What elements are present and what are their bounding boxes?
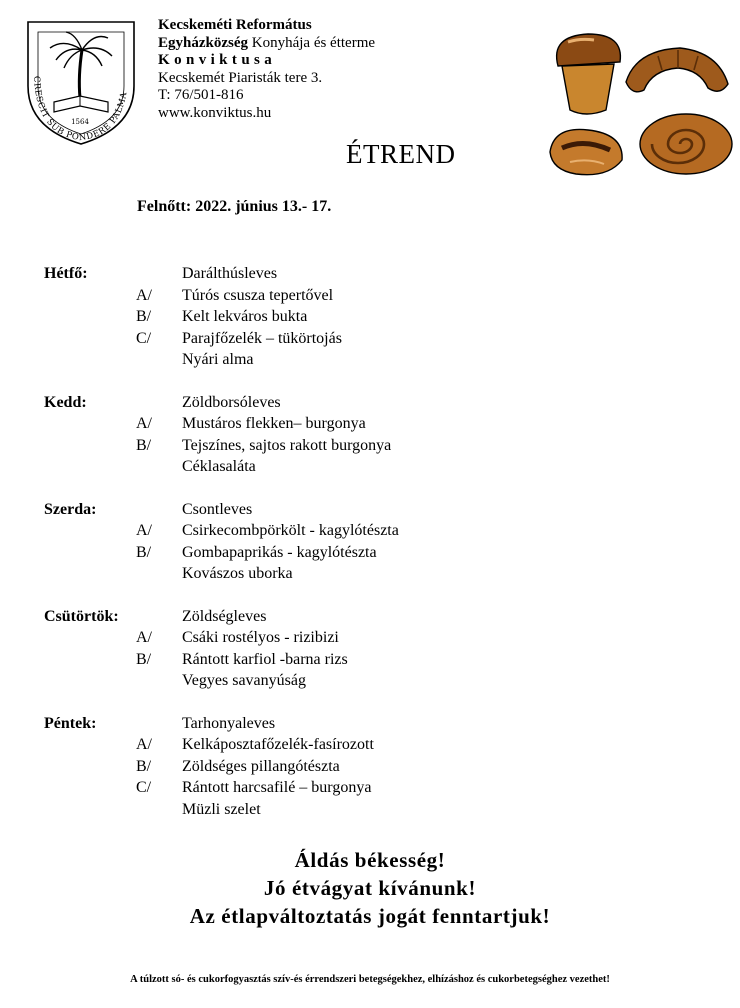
cinnamon-roll-icon <box>640 114 732 174</box>
day-name: Csütörtök: <box>44 607 119 625</box>
menu-row <box>0 306 740 328</box>
dish-name: Csirkecombpörkölt - kagylótészta <box>182 522 399 539</box>
menu-row <box>0 606 740 628</box>
menu-row <box>0 456 740 478</box>
org-konviktus: Konviktusa <box>158 52 277 69</box>
menu-row <box>0 649 740 671</box>
seal-motto: CRESCIT SUB PONDERE PALMA <box>30 75 130 144</box>
dish-name: Kelkáposztafőzelék-fasírozott <box>182 736 374 753</box>
dish-name: Túrós csusza tepertővel <box>182 286 334 304</box>
dish-name: Darálthúsleves <box>182 265 278 282</box>
chocolate-croissant-icon <box>550 129 622 174</box>
day-name: Kedd: <box>44 393 87 411</box>
menu-row <box>0 734 740 756</box>
menu-option-letter: B/ <box>136 436 152 454</box>
closing-message <box>0 846 740 930</box>
menu-option-letter: A/ <box>136 286 152 304</box>
closing-line-2: Jó étvágyat kívánunk! <box>263 876 477 900</box>
dish-name: Parajfőzelék – tükörtojás <box>182 329 342 347</box>
menu-option-letter: A/ <box>136 415 152 432</box>
dish-name: Rántott harcsafilé – burgonya <box>182 779 372 796</box>
org-subtitle-rest: Konyhája és étterme <box>248 34 376 51</box>
menu-row <box>0 520 740 542</box>
menu-row <box>0 563 740 585</box>
dish-name: Céklasaláta <box>182 458 256 475</box>
org-subtitle-bold: Egyházközség <box>158 34 248 51</box>
menu-row <box>0 263 740 285</box>
day-name: Hétfő: <box>44 265 88 282</box>
menu-row <box>0 777 740 799</box>
weekly-menu <box>0 263 740 841</box>
menu-row <box>0 435 740 457</box>
menu-option-letter: B/ <box>136 757 152 775</box>
dish-name: Zöldségleves <box>182 607 267 625</box>
menu-option-letter: B/ <box>136 543 152 561</box>
menu-option-letter: B/ <box>136 308 152 325</box>
day-block <box>0 499 740 585</box>
menu-row <box>0 328 740 350</box>
menu-option-letter: A/ <box>136 522 152 539</box>
menu-option-letter: A/ <box>136 629 152 646</box>
org-phone: T: 76/501-816 <box>158 87 244 104</box>
header-contact-block <box>158 17 375 123</box>
dish-name: Zöldborsóleves <box>182 393 281 411</box>
dish-name: Kovászos uborka <box>182 565 293 582</box>
dish-name: Kelt lekváros bukta <box>182 308 308 325</box>
dish-name: Tarhonyaleves <box>182 714 276 732</box>
day-name: Szerda: <box>44 500 97 518</box>
page-title: ÉTREND <box>346 139 456 169</box>
closing-line-1: Áldás békesség! <box>294 848 446 872</box>
dish-name: Rántott karfiol -barna rizs <box>182 650 348 668</box>
church-seal-logo <box>20 16 142 148</box>
muffin-icon <box>557 34 621 114</box>
dish-name: Gombapaprikás - kagylótészta <box>182 543 377 561</box>
org-subtitle <box>158 35 375 53</box>
dish-name: Nyári alma <box>182 351 254 368</box>
menu-row <box>0 799 740 821</box>
menu-period: Felnőtt: 2022. június 13.- 17. <box>137 198 332 215</box>
dish-name: Mustáros flekken– burgonya <box>182 415 366 432</box>
menu-option-letter: A/ <box>136 736 152 753</box>
day-name: Péntek: <box>44 714 97 732</box>
org-website: www.konviktus.hu <box>158 104 272 121</box>
dish-name: Csontleves <box>182 500 253 518</box>
menu-option-letter: B/ <box>136 650 152 668</box>
dish-name: Zöldséges pillangótészta <box>182 757 340 775</box>
dish-name: Tejszínes, sajtos rakott burgonya <box>182 436 392 454</box>
dish-name: Csáki rostélyos - rizibizi <box>182 629 339 646</box>
menu-option-letter: C/ <box>136 779 152 796</box>
menu-row <box>0 713 740 735</box>
croissant-icon <box>626 48 728 92</box>
menu-row <box>0 349 740 371</box>
menu-row <box>0 627 740 649</box>
menu-row <box>0 413 740 435</box>
day-block <box>0 713 740 821</box>
day-block <box>0 392 740 478</box>
day-block <box>0 263 740 371</box>
dish-name: Müzli szelet <box>182 800 261 818</box>
menu-row <box>0 392 740 414</box>
health-warning-footer: A túlzott só- és cukorfogyasztás szív-és érrendszeri betegségekhez, elhízáshoz és cukorbetegséghez vezethet! <box>130 974 610 985</box>
menu-row <box>0 542 740 564</box>
pastries-illustration <box>540 26 736 196</box>
menu-option-letter: C/ <box>136 329 152 347</box>
menu-row <box>0 499 740 521</box>
menu-row <box>0 756 740 778</box>
closing-line-3: Az étlapváltoztatás jogát fenntartjuk! <box>189 904 551 928</box>
org-name: Kecskeméti Református <box>158 17 312 33</box>
day-block <box>0 606 740 692</box>
menu-row <box>0 285 740 307</box>
dish-name: Vegyes savanyúság <box>182 672 306 689</box>
org-address: Kecskemét Piaristák tere 3. <box>158 69 323 86</box>
seal-year: 1564 <box>71 118 89 126</box>
menu-row <box>0 670 740 692</box>
